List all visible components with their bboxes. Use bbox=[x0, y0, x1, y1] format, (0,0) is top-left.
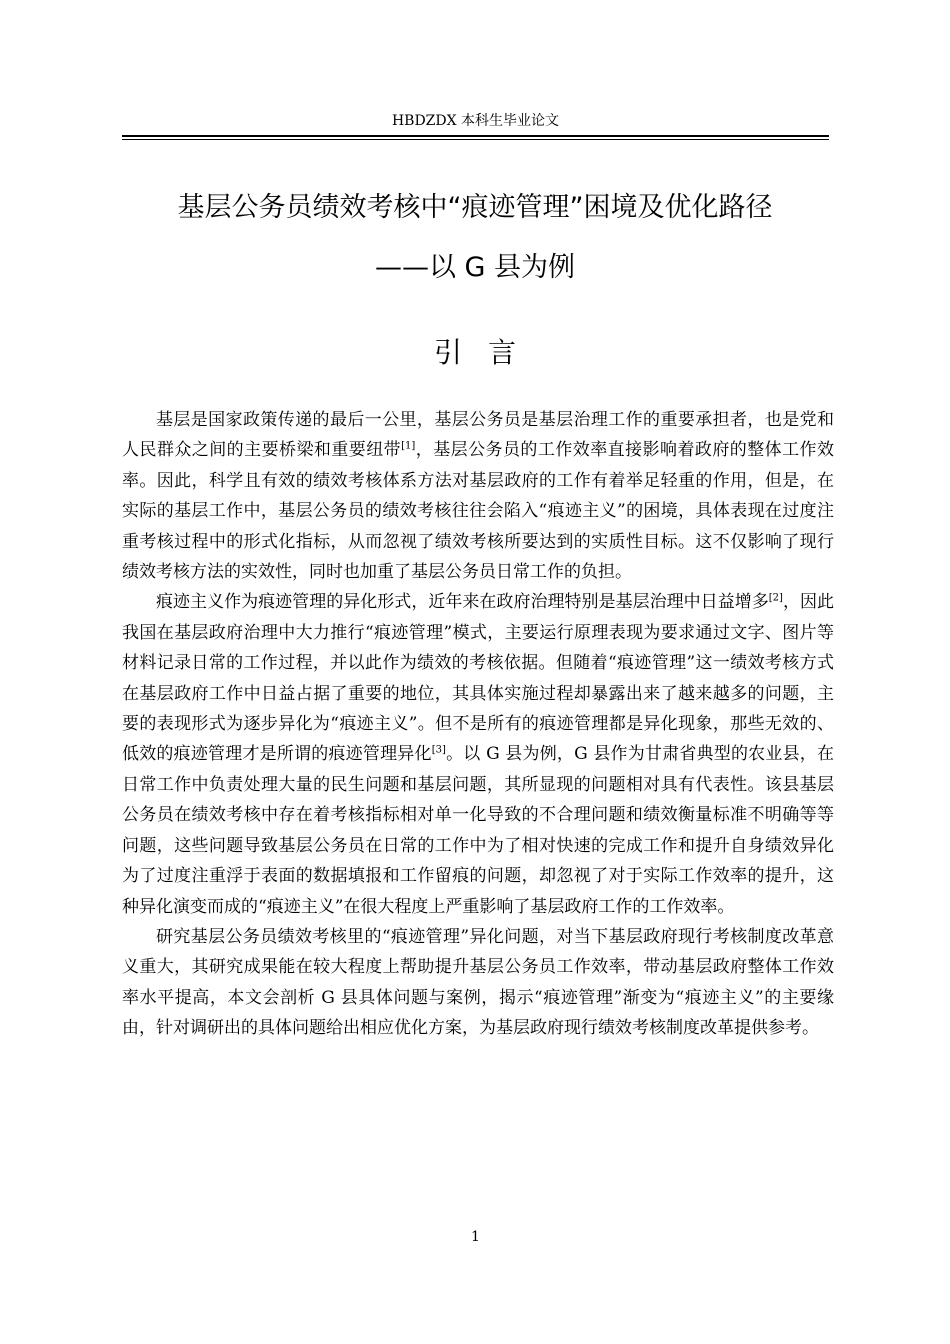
citation-3: [3] bbox=[431, 744, 446, 756]
paper-title: 基层公务员绩效考核中“痕迹管理”困境及优化路径 bbox=[177, 192, 773, 223]
citation-1: [1] bbox=[401, 440, 416, 452]
paragraph-2-text-a: 痕迹主义作为痕迹管理的异化形式，近年来在政府治理特别是基层治理中日益增多 bbox=[156, 592, 769, 613]
paper-subtitle: ——以 G 县为例 bbox=[374, 252, 576, 283]
body-text bbox=[122, 405, 834, 1044]
paragraph-2-text-b: ，因此我国在基层政府治理中大力推行“痕迹管理”模式，主要运行原理表现为要求通过文字、图片等材料记录日常的工作过程，并以此作为绩效的考核依据。但随着“痕迹管理”这一绩效考核方式在基层政府工作中日益占据了重要的地位，其具体实施过程却暴露出来了越来越多的问题，主要的表现形式为逐步异化为“痕迹主义”。但不是所有的痕迹管理都是异化现象，那些无效的、低效的痕迹管理才是所谓的痕迹管理异化 bbox=[122, 592, 835, 765]
citation-2: [2] bbox=[768, 592, 783, 604]
paragraph-3: 研究基层公务员绩效考核里的“痕迹管理”异化问题，对当下基层政府现行考核制度改革意义重大，其研究成果能在较大程度上帮助提升基层公务员工作效率，带动基层政府整体工作效率水平提高，本文会剖析 G 县具体问题与案例，揭示“痕迹管理”渐变为“痕迹主义”的主要缘由，针对调研出的具体问题给出相应优化方案，为基层政府现行绩效考核制度改革提供参考。 bbox=[122, 926, 834, 1039]
paragraph-1-text-a: 基层是国家政策传递的最后一公里，基层公务员是基层治理工作的重要承担者，也是党和人民群众之间的主要桥梁和重要纽带 bbox=[122, 410, 834, 461]
section-heading-introduction: 引言 bbox=[433, 336, 542, 369]
paragraph-1-text-b: ，基层公务员的工作效率直接影响着政府的整体工作效率。因此，科学且有效的绩效考核体系方法对基层政府的工作有着举足轻重的作用，但是，在实际的基层工作中，基层公务员的绩效考核往往会陷入“痕迹主义”的困境，具体表现在过度注重考核过程中的形式化指标，从而忽视了绩效考核所要达到的实质性目标。这不仅影响了现行绩效考核方法的实效性，同时也加重了基层公务员日常工作的负担。 bbox=[122, 440, 835, 583]
running-header: HBDZDX 本科生毕业论文 bbox=[391, 113, 560, 129]
paragraph-2 bbox=[122, 587, 834, 921]
paragraph-2-text-c: 。以 G 县为例，G 县作为甘肃省典型的农业县，在日常工作中负责处理大量的民生问题和基层问题，其所显现的问题相对具有代表性。该县基层公务员在绩效考核中存在着考核指标相对单一化导致的不合理问题和绩效衡量标准不明确等等问题，这些问题导致基层公务员在日常的工作中为了相对快速的完成工作和提升自身绩效异化为了过度注重浮于表面的数据填报和工作留痕的问题，却忽视了对于实际工作效率的提升，这种异化演变而成的“痕迹主义”在很大程度上严重影响了基层政府工作的工作效率。 bbox=[122, 744, 835, 917]
header-rule-thick bbox=[122, 135, 829, 137]
header-rule-thin bbox=[122, 139, 829, 140]
paragraph-1 bbox=[122, 405, 834, 587]
page-number: 1 bbox=[471, 1229, 480, 1245]
